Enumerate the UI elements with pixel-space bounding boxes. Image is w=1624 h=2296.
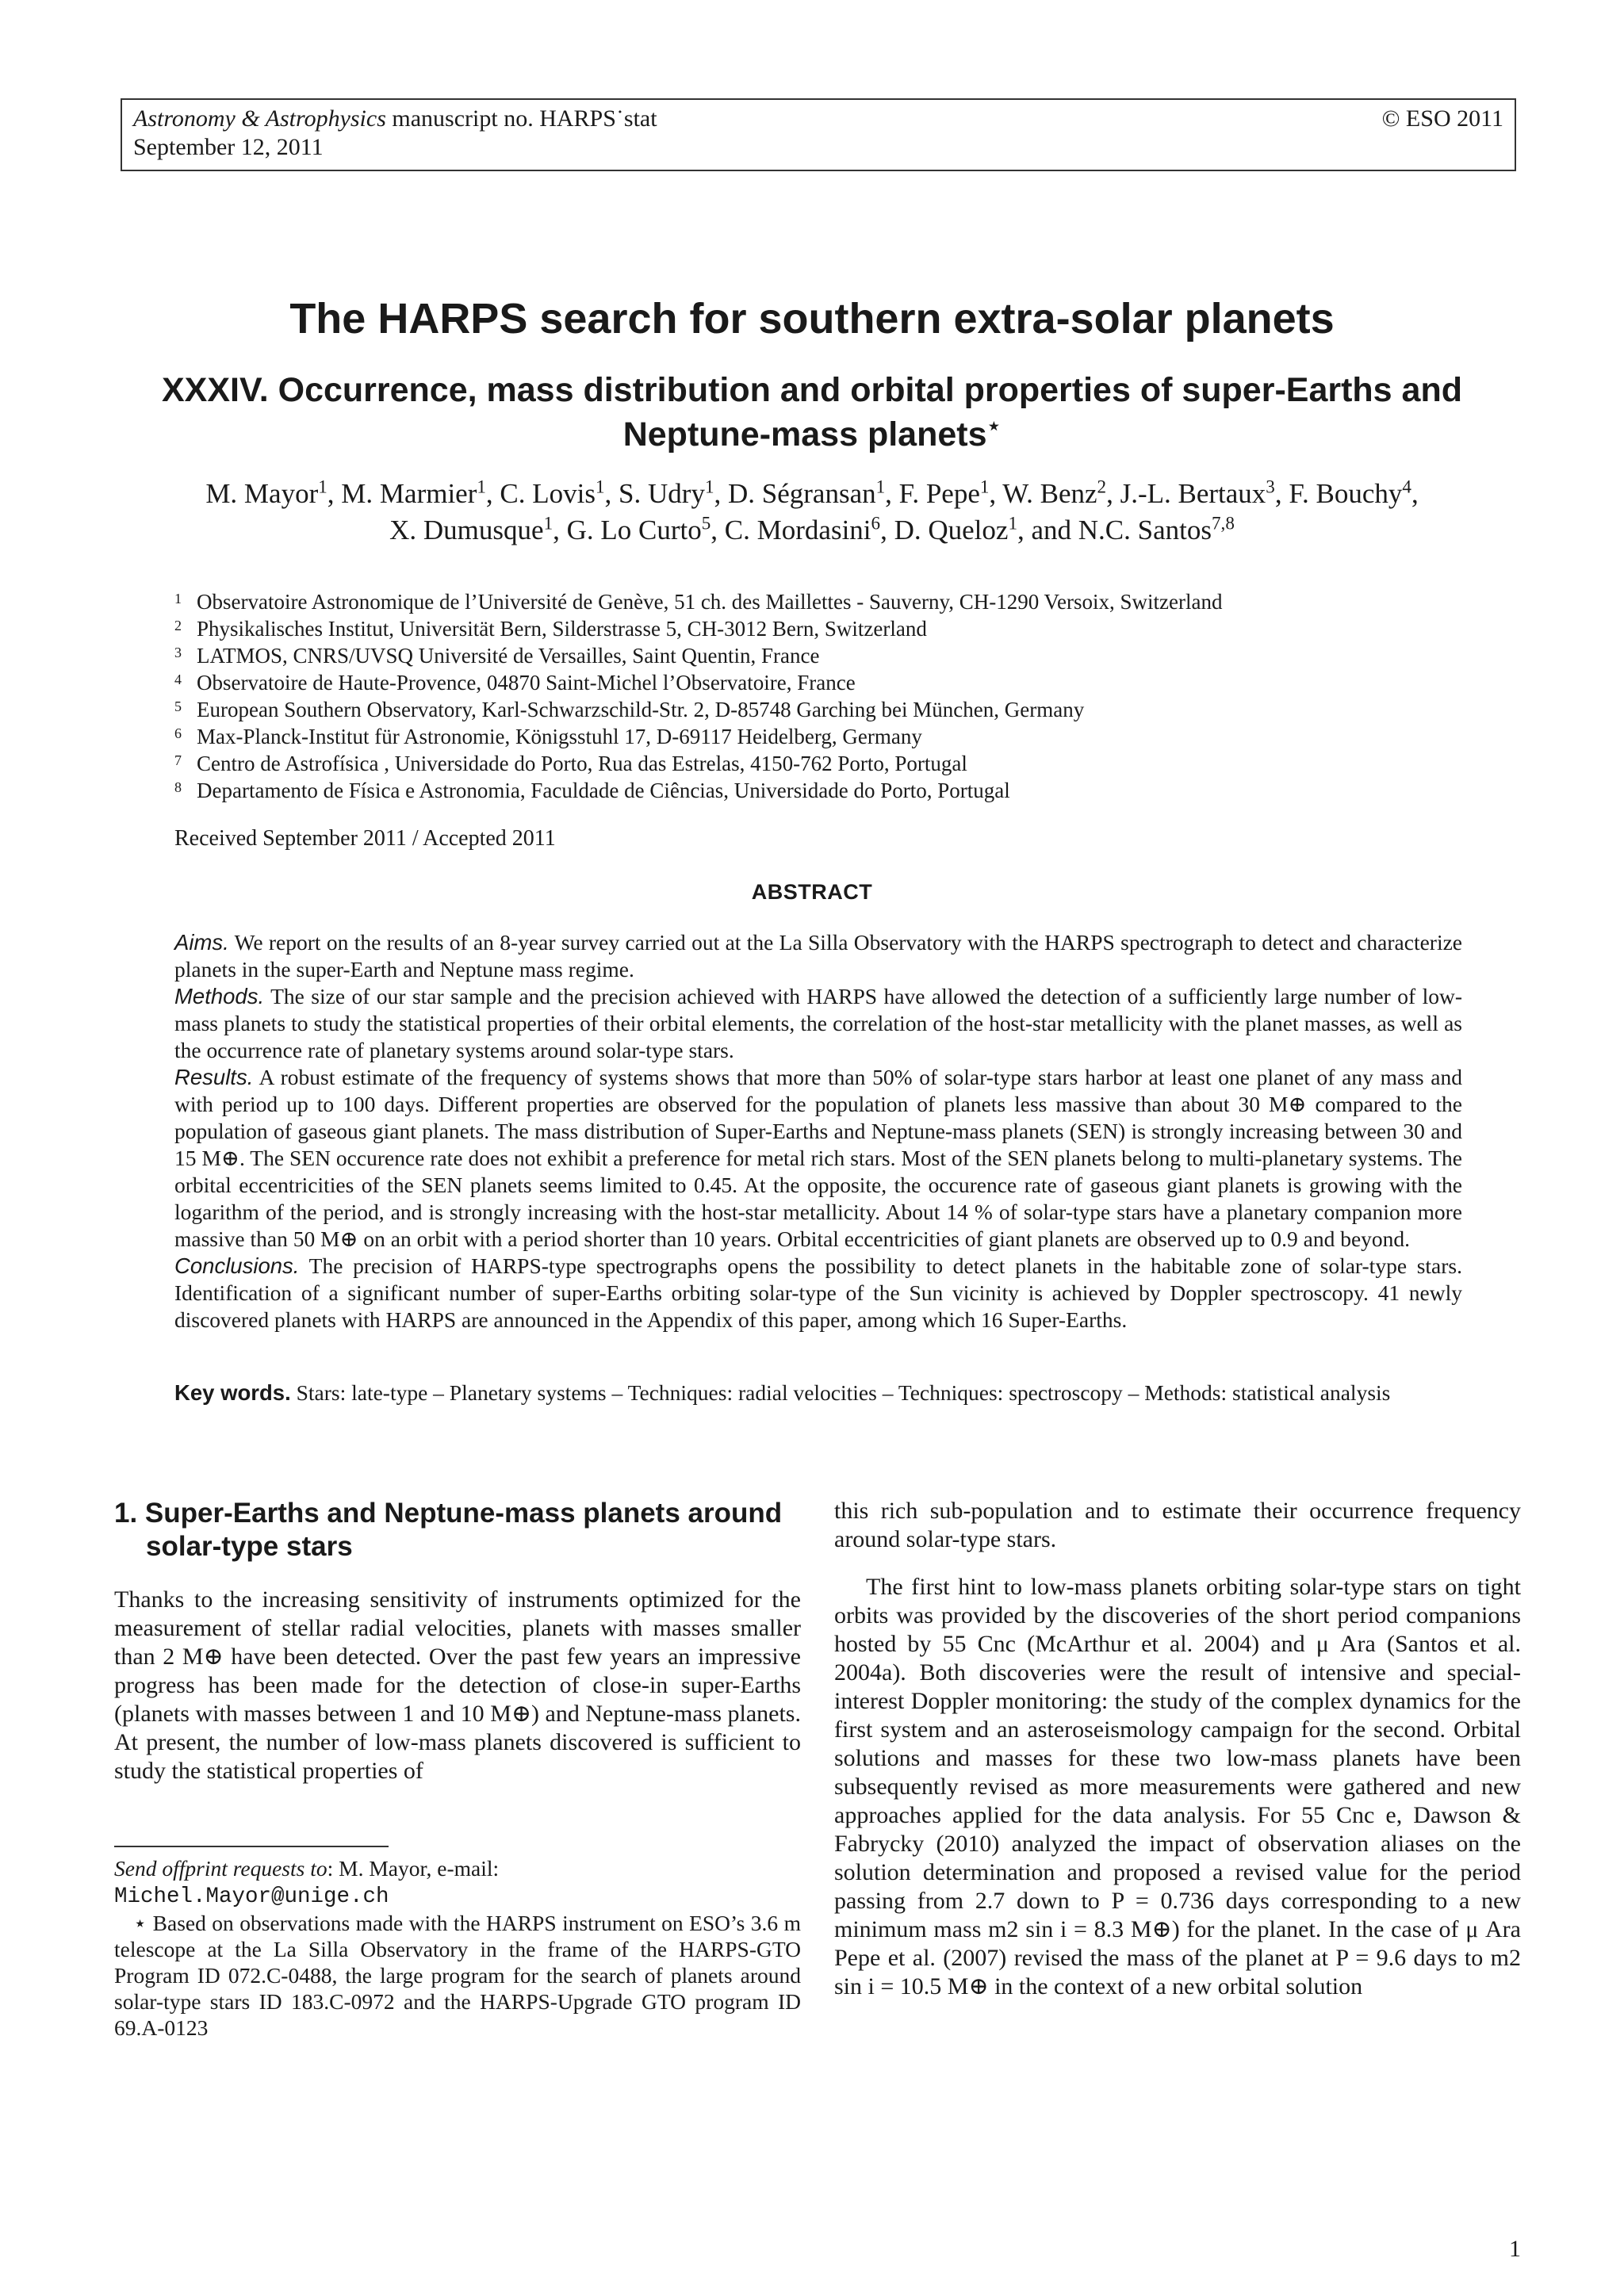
author — [1289, 478, 1411, 509]
title-footnote-marker: ⋆ — [986, 413, 1002, 439]
keywords — [174, 1380, 1462, 1406]
author — [1120, 478, 1275, 509]
author — [1078, 512, 1235, 545]
affiliation-number: 2 — [174, 618, 182, 633]
author-name: F. Bouchy — [1289, 478, 1403, 509]
author-name: N.C. Santos — [1078, 515, 1212, 545]
author — [205, 478, 327, 509]
author-name: D. Queloz — [894, 515, 1009, 545]
author-name: G. Lo Curto — [566, 515, 702, 545]
affiliation-number: 5 — [174, 698, 182, 714]
author-name: C. Lovis — [500, 478, 596, 509]
abstract-methods — [174, 983, 1462, 1064]
abstract-body — [174, 929, 1462, 1334]
author-affiliation-number: 1 — [477, 476, 486, 497]
affiliation-number: 8 — [174, 779, 182, 795]
section1-paragraph1-continued: this rich sub-population and to estimate their occurrence frequency around solar-type stars. — [834, 1498, 1521, 1552]
section1-paragraph2: The first hint to low-mass planets orbiting solar-type stars on tight orbits was provided by the discoveries of the short period companions hosted by 55 Cnc (McArthur et al. 2004) and μ Ara (Santos et al. 2004a). Both discoveries were the result of intensive and special-interest Doppler monitoring: the study of the complex dynamics for the first system and an asteroseismology campaign for the second. Orbital solutions and masses for these two low-mass planets have been subsequently revised as more measurements were gathered and new approaches applied for the data analysis. For 55 Cnc e, Dawson & Fabrycky (2010) analyzed the impact of observation aliases on the solution determination and proposed a revised value for the period passing from 2.7 down to P = 0.736 days corresponding to a new minimum mass m2 sin i = 8.3 M⊕) for the planet. In the case of μ Ara Pepe et al. (2007) revised the mass of the planet at P = 9.6 days to m2 sin i = 10.5 M⊕ in the context of a new orbital solution — [834, 1574, 1521, 1999]
author — [566, 512, 711, 545]
aims-text: We report on the results of an 8-year survey carried out at the La Silla Observatory with the HARPS spectrograph to detect and characterize planets in the super-Earth and Neptune mass regime. — [174, 930, 1462, 982]
author-name: D. Ségransan — [728, 478, 876, 509]
affiliation — [174, 750, 1475, 777]
author-affiliation-number: 1 — [1008, 512, 1017, 534]
footnote-rule — [114, 1846, 389, 1847]
abstract-heading: ABSTRACT — [751, 880, 873, 904]
keywords-label: Key words. — [174, 1380, 291, 1405]
affiliation-text: Physikalisches Institut, Universität Bern, Silderstrasse 5, CH-3012 Bern, Switzerland — [197, 617, 927, 641]
affiliation-text: LATMOS, CNRS/UVSQ Université de Versailles, Saint Quentin, France — [197, 644, 820, 668]
copyright: © ESO 2011 — [1381, 105, 1503, 132]
star-footnote-text: Based on observations made with the HARPS instrument on ESO’s 3.6 m telescope at the La Silla Observatory in the frame of the HARPS-GTO Program ID 072.C-0488, the large program for the search of planets around solar-type stars ID 183.C-0972 and the HARPS-Upgrade GTO program ID 69.A-0123 — [114, 1911, 801, 2040]
subtitle-line2: Neptune-mass planets — [622, 415, 987, 453]
manuscript-id: manuscript no. HARPS˙stat — [392, 105, 657, 132]
author — [389, 512, 553, 545]
affiliation-number: 4 — [174, 672, 182, 687]
keywords-text: Stars: late-type – Planetary systems – Techniques: radial velocities – Techniques: spectroscopy – Methods: statistical analysis — [296, 1380, 1391, 1405]
affiliation — [174, 669, 1475, 696]
affiliation — [174, 777, 1475, 804]
footnotes — [114, 1855, 801, 2041]
star-footnote-marker: ⋆ — [133, 1911, 147, 1935]
methods-text: The size of our star sample and the precision achieved with HARPS have allowed the detection of a sufficiently large number of low-mass planets to study the statistical properties of their orbital elements, the correlation of the host-star metallicity with the planet masses, as well as the occurrence rate of planetary systems around solar-type stars. — [174, 984, 1462, 1062]
received-line: Received September 2011 / Accepted 2011 — [174, 826, 556, 851]
affiliation-number: 6 — [174, 725, 182, 741]
offprint-footnote — [114, 1855, 801, 1910]
subtitle-line1: XXXIV. Occurrence, mass distribution and orbital properties of super-Earths and — [162, 371, 1462, 409]
author-name: X. Dumusque — [389, 515, 544, 545]
left-column — [114, 1497, 801, 1785]
author-affiliation-number: 1 — [543, 512, 553, 534]
author-name: S. Udry — [619, 478, 705, 509]
affiliation — [174, 642, 1475, 669]
results-label: Results. — [174, 1065, 254, 1089]
affiliation-text: Departamento de Física e Astronomia, Faculdade de Ciências, Universidade do Porto, Portugal — [197, 779, 1010, 802]
affiliation-number: 7 — [174, 752, 182, 768]
author — [341, 478, 486, 509]
methods-label: Methods. — [174, 984, 265, 1008]
abstract-results — [174, 1064, 1462, 1253]
author-name: M. Marmier — [341, 478, 477, 509]
affiliation-number: 1 — [174, 591, 182, 607]
header-date: September 12, 2011 — [133, 134, 324, 160]
affiliation — [174, 588, 1475, 615]
author — [899, 478, 990, 509]
offprint-label: Send offprint requests to — [114, 1856, 327, 1881]
abstract-aims — [174, 929, 1462, 983]
author — [724, 512, 881, 545]
author-affiliation-number: 1 — [979, 476, 990, 497]
author-affiliation-number: 1 — [596, 476, 605, 497]
affiliation — [174, 723, 1475, 750]
abstract-conclusions — [174, 1253, 1462, 1334]
author-affiliation-number: 4 — [1402, 476, 1411, 497]
author-affiliation-number: 2 — [1097, 476, 1107, 497]
author — [728, 478, 885, 509]
email-link[interactable]: Michel.Mayor@unige.ch — [114, 1885, 389, 1909]
author-name: F. Pepe — [898, 478, 980, 509]
affiliation-number: 3 — [174, 645, 182, 660]
right-column — [834, 1497, 1521, 2001]
results-text: A robust estimate of the frequency of systems shows that more than 50% of solar-type stars harbor at least one planet of any mass and with period up to 100 days. Different properties are observed for the population of planets less massive than about 30 M⊕ compared to the population of gaseous giant planets. The mass distribution of Super-Earths and Neptune-mass planets (SEN) is strongly increasing between 30 and 15 M⊕. The SEN occurence rate does not exhibit a preference for metal rich stars. Most of the SEN planets belong to multi-planetary systems. The orbital eccentricities of the SEN planets seems limited to 0.45. At the opposite, the occurence rate of gaseous giant planets is growing with the logarithm of the period, and is strongly increasing with the host-star metallicity. About 14 % of solar-type stars have a planetary companion more massive than 50 M⊕ on an orbit with a period shorter than 10 years. Orbital eccentricities of giant planets are observed up to 0.9 and beyond. — [174, 1065, 1463, 1251]
conclusions-text: The precision of HARPS-type spectrographs opens the possibility to detect planets in the habitable zone of solar-type stars. Identification of a significant number of super-Earths orbiting solar-type of the Sun vicinity is achieved by Doppler spectroscopy. 41 newly discovered planets with HARPS are announced in the Appendix of this paper, among which 16 Super-Earths. — [174, 1253, 1462, 1332]
affiliation-text: European Southern Observatory, Karl-Schwarzschild-Str. 2, D-85748 Garching bei München, Germany — [197, 698, 1085, 721]
author-name: C. Mordasini — [724, 515, 871, 545]
conclusions-label: Conclusions. — [174, 1253, 300, 1278]
offprint-text: : M. Mayor, e-mail: — [327, 1856, 500, 1881]
affiliation-list — [174, 588, 1475, 804]
section-heading-line2: solar-type stars — [146, 1531, 353, 1562]
journal-name: Astronomy & Astrophysics — [133, 105, 386, 132]
affiliation — [174, 696, 1475, 723]
author-name: M. Mayor — [205, 478, 319, 509]
section1-paragraph1: Thanks to the increasing sensitivity of instruments optimized for the measurement of stellar radial velocities, planets with masses smaller than 2 M⊕ have been detected. Over the past few years an impressive progress has been made for the detection of close-in super-Earths (planets with masses between 1 and 10 M⊕) and Neptune-mass planets. At present, the number of low-mass planets discovered is sufficient to study the statistical properties of — [114, 1586, 801, 1784]
affiliation-text: Max-Planck-Institut für Astronomie, Königsstuhl 17, D-69117 Heidelberg, Germany — [197, 725, 922, 748]
author — [619, 478, 714, 509]
author-name: J.-L. Bertaux — [1120, 478, 1266, 509]
running-header — [121, 98, 1516, 171]
author-name: W. Benz — [1002, 478, 1097, 509]
author-affiliation-number: 1 — [318, 476, 327, 497]
page-number: 1 — [1509, 2236, 1521, 2262]
affiliation-text: Observatoire de Haute-Provence, 04870 Saint-Michel l’Observatoire, France — [197, 671, 856, 695]
author-affiliation-number: 6 — [871, 512, 881, 534]
author — [894, 512, 1017, 545]
author — [1002, 478, 1106, 509]
paper-title: The HARPS search for southern extra-solar planets — [289, 295, 1335, 342]
author-affiliation-number: 1 — [704, 476, 714, 497]
author-affiliation-number: 1 — [875, 476, 886, 497]
affiliation — [174, 615, 1475, 642]
paper-subtitle — [87, 368, 1537, 457]
star-footnote — [114, 1910, 801, 2041]
aims-label: Aims. — [174, 930, 229, 955]
section-heading-line1: 1. Super-Earths and Neptune-mass planets around — [114, 1498, 783, 1529]
author-affiliation-number: 3 — [1266, 476, 1275, 497]
author-list: M. Mayor$^1$, M. Marmier$^1$, C. Lovis$^1$, S. Udry$^1$, D. Ségransan$^1$, F. Pepe$^1$, W. Benz$^2$, J.-L. Bertaux$^3$, F. Bouchy$^4$, X. Dumusque$^1$, G. Lo Curto$^5$, C. Mordasini$^6$, D. Queloz$^1$, and N.C. Santos$^{7,8}$ — [205, 476, 1419, 545]
affiliation-text: Centro de Astrofísica , Universidade do Porto, Rua das Estrelas, 4150-762 Porto, Portugal — [197, 752, 967, 775]
author-affiliation-number: 7,8 — [1212, 512, 1235, 534]
section-heading — [114, 1497, 801, 1563]
author-affiliation-number: 5 — [701, 512, 711, 534]
author — [500, 478, 604, 509]
affiliation-text: Observatoire Astronomique de l’Université de Genève, 51 ch. des Maillettes - Sauverny, CH-1290 Versoix, Switzerland — [197, 590, 1223, 614]
journal-line — [133, 105, 1503, 133]
